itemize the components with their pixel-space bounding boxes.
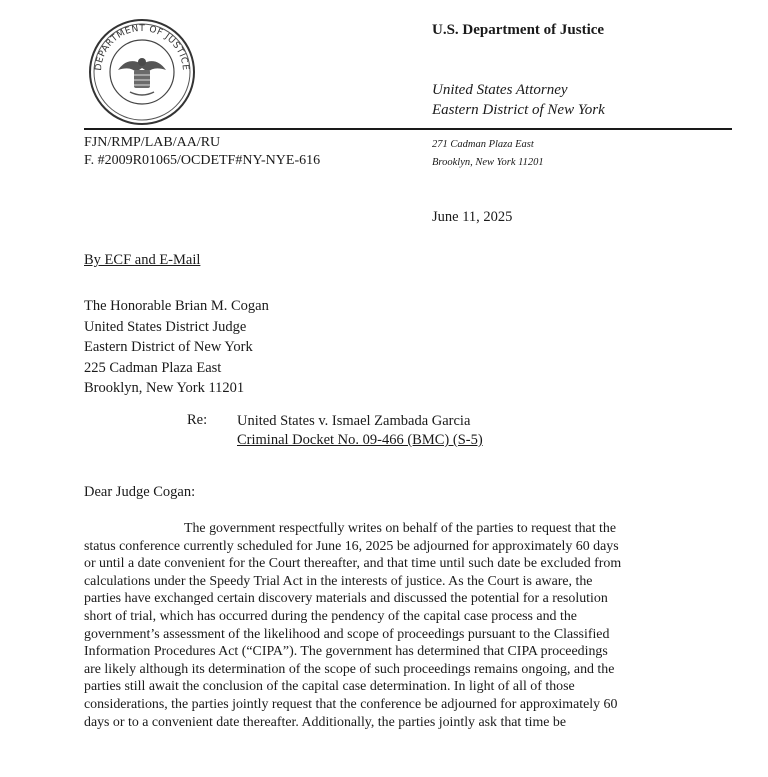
office-line: Eastern District of New York — [432, 102, 605, 118]
salutation: Dear Judge Cogan: — [84, 484, 196, 500]
recipient-block — [84, 296, 269, 399]
doj-seal — [88, 18, 196, 126]
body-line: days or to a convenient date thereafter. Additionally, the parties jointly ask that time be — [84, 714, 567, 730]
recipient-line: United States District Judge — [84, 318, 247, 335]
office-line: United States Attorney — [432, 82, 568, 98]
body-line: Information Procedures Act (“CIPA”). The government has determined that CIPA proceedings — [84, 644, 608, 660]
delivery-method: By ECF and E-Mail — [84, 252, 201, 268]
address-line: 271 Cadman Plaza East — [432, 139, 534, 150]
department-name: U.S. Department of Justice — [432, 22, 605, 38]
body-line: parties have exchanged certain discovery materials and discussed the potential for a resolution — [84, 591, 608, 607]
body-line: or until a date convenient for the Court thereafter, and that time until such date be excluded from — [84, 556, 622, 572]
office-address — [432, 136, 544, 172]
docket-number: Criminal Docket No. 09-466 (BMC) (S-5) — [237, 432, 483, 448]
re-block — [237, 412, 483, 450]
letter-date: June 11, 2025 — [432, 209, 513, 225]
file-number: F. #2009R01065/OCDETF#NY-NYE-616 — [84, 153, 321, 168]
recipient-line: The Honorable Brian M. Cogan — [84, 298, 269, 314]
reference-block — [84, 134, 320, 170]
body-line: government’s assessment of the likelihood and scope of proceedings pursuant to the Classified — [84, 626, 610, 642]
letterhead-divider — [84, 128, 732, 130]
body-line: short of trial, which has occurred during the pendency of the capital case process and the — [84, 608, 577, 624]
body-line: calculations under the Speedy Trial Act in the interests of justice. As the Court is aware, the — [84, 573, 593, 589]
office-block — [432, 80, 605, 120]
body-line: are likely although its determination of the scope of such proceedings remains ongoing, and the — [84, 661, 615, 677]
re-label: Re: — [187, 412, 208, 428]
eagle-emblem — [118, 58, 166, 95]
body-line: status conference currently scheduled for June 16, 2025 be adjourned for approximately 60 days — [84, 538, 619, 554]
body-line: The government respectfully writes on behalf of the parties to request that the — [184, 521, 617, 536]
recipient-line: Eastern District of New York — [84, 339, 253, 355]
case-caption: United States v. Ismael Zambada Garcia — [237, 413, 471, 429]
body-line: considerations, the parties jointly request that the conference be adjourned for approximately 60 — [84, 696, 618, 712]
seal-text: DEPARTMENT OF JUSTICE — [93, 23, 191, 72]
recipient-line: Brooklyn, New York 11201 — [84, 380, 245, 396]
body-line: parties still await the conclusion of the capital case determination. In light of all of those — [84, 679, 575, 695]
address-line: Brooklyn, New York 11201 — [432, 157, 544, 168]
reference-initials: FJN/RMP/LAB/AA/RU — [84, 135, 221, 150]
recipient-line: 225 Cadman Plaza East — [84, 359, 222, 376]
body-paragraph — [84, 520, 734, 731]
